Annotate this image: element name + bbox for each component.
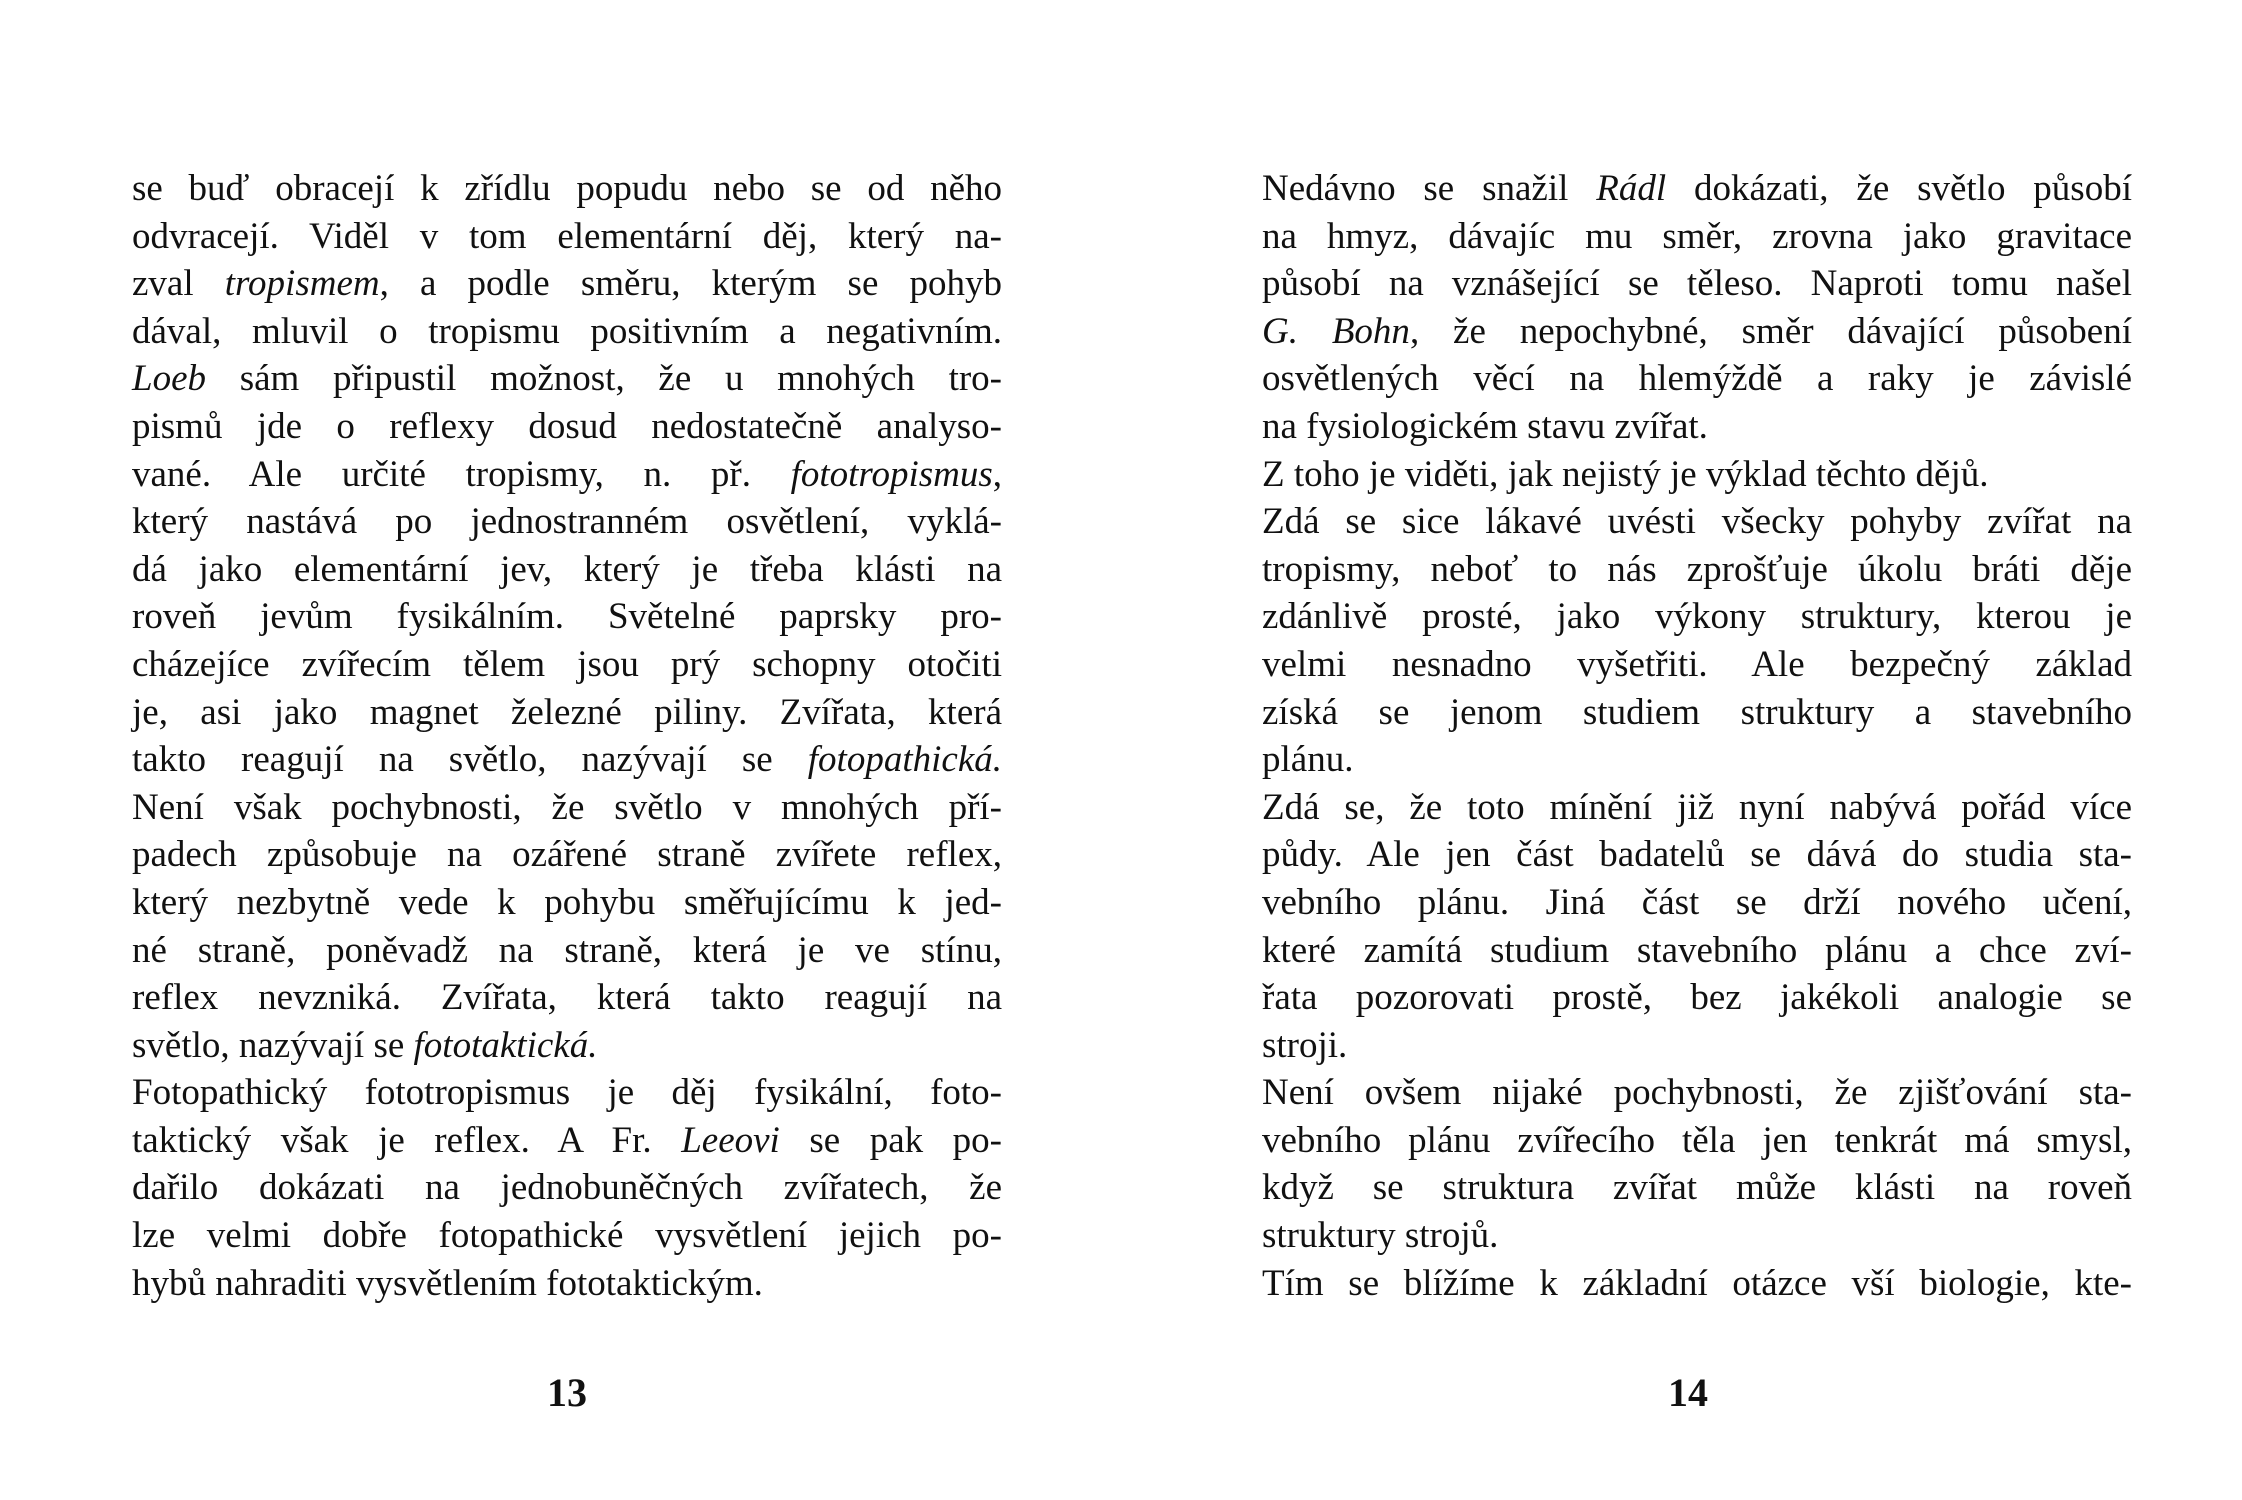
text-line: [132, 784, 1002, 832]
text-segment: Fotopathický fototropismus je děj fysikální, foto-: [132, 1072, 1002, 1114]
text-segment: Není ovšem nijaké pochybnosti, že zjišťování sta-: [1262, 1072, 2132, 1114]
text-segment: tropismy, neboť to nás zprošťuje úkolu bráti děje: [1262, 548, 2132, 590]
text-segment: roveň jevům fysikálním. Světelné paprsky pro-: [132, 596, 1002, 638]
text-line: [132, 1260, 1002, 1308]
text-segment: které zamítá studium stavebního plánu a chce zví-: [1262, 929, 2132, 971]
text-segment: na hmyz, dávajíc mu směr, zrovna jako gravitace: [1262, 215, 2132, 257]
text-segment: osvětlených věcí na hlemýždě a raky je závislé: [1262, 358, 2132, 400]
text-segment: vebního plánu. Jiná část se drží nového učení,: [1262, 881, 2132, 923]
text-line: [132, 355, 1002, 403]
text-segment: Nedávno se snažil: [1262, 168, 1597, 209]
text-line: [132, 1117, 1002, 1165]
text-segment: struktury strojů.: [1262, 1215, 1499, 1257]
text-segment: vané. Ale určité tropismy, n. př.: [132, 453, 791, 495]
text-segment: lze velmi dobře fotopathické vysvětlení jejich po-: [132, 1215, 1002, 1257]
text-segment: se pak po-: [779, 1119, 1002, 1161]
italic-text-segment: Rádl: [1596, 168, 1667, 209]
text-segment: ,: [992, 453, 1002, 495]
text-line: [1262, 451, 2132, 499]
text-line: [1262, 593, 2132, 641]
text-segment: se buď obracejí k zřídlu popudu nebo se od něho: [132, 168, 1002, 209]
italic-text-segment: fotopathická.: [807, 739, 1002, 781]
text-line: [132, 451, 1002, 499]
italic-text-segment: G. Bohn: [1262, 310, 1410, 352]
text-segment: taktický však je reflex. A Fr.: [132, 1119, 682, 1161]
text-segment: řata pozorovati prostě, bez jakékoli analogie se: [1262, 977, 2132, 1019]
text-segment: hybů nahraditi vysvětlením fototaktickým.: [132, 1262, 763, 1304]
text-segment: odvracejí. Viděl v tom elementární děj, který na-: [132, 215, 1002, 257]
text-segment: padech způsobuje na ozářené straně zvířete reflex,: [132, 834, 1002, 876]
text-line: [1262, 689, 2132, 737]
text-line: [132, 593, 1002, 641]
text-line: [132, 689, 1002, 737]
text-segment: zval: [132, 263, 225, 305]
text-segment: který nezbytně vede k pohybu směřujícímu k jed-: [132, 881, 1002, 923]
text-segment: reflex nevzniká. Zvířata, která takto reagují na: [132, 977, 1002, 1019]
italic-text-segment: fototaktická.: [413, 1024, 598, 1066]
text-line: [1262, 1069, 2132, 1117]
text-segment: je, asi jako magnet železné piliny. Zvířata, která: [132, 691, 1002, 733]
text-line: [1262, 641, 2132, 689]
text-segment: Zdá se sice lákavé uvésti všecky pohyby zvířat na: [1262, 501, 2132, 543]
italic-text-segment: Loeb: [132, 358, 206, 400]
text-segment: světlo, nazývají se: [132, 1024, 414, 1066]
text-segment: vebního plánu zvířecího těla jen tenkrát má smysl,: [1262, 1119, 2132, 1161]
text-line: [132, 403, 1002, 451]
text-line: [132, 831, 1002, 879]
text-segment: , a podle směru, kterým se pohyb: [379, 263, 1003, 305]
text-line: [1262, 308, 2132, 356]
text-segment: né straně, poněvadž na straně, která je ve stínu,: [132, 929, 1002, 971]
text-line: [132, 498, 1002, 546]
text-line: [132, 927, 1002, 975]
italic-text-segment: Leeovi: [681, 1119, 780, 1161]
text-line: [1262, 1022, 2132, 1070]
right-page-text: [1262, 165, 2132, 1307]
text-line: [132, 879, 1002, 927]
text-line: [1262, 784, 2132, 832]
text-line: [1262, 355, 2132, 403]
text-line: [132, 1069, 1002, 1117]
text-line: [132, 213, 1002, 261]
text-segment: pismů jde o reflexy dosud nedostatečně analyso-: [132, 405, 1002, 447]
text-segment: sám připustil možnost, že u mnohých tro-: [206, 358, 1002, 400]
text-segment: , že nepochybné, směr dávající působení: [1409, 310, 2132, 352]
text-line: [1262, 1164, 2132, 1212]
text-segment: získá se jenom studiem struktury a stavebního: [1262, 691, 2132, 733]
text-line: [132, 1212, 1002, 1260]
text-line: [1262, 165, 2132, 213]
text-line: [1262, 927, 2132, 975]
italic-text-segment: fototropismus: [790, 453, 993, 495]
text-line: [132, 546, 1002, 594]
text-segment: dařilo dokázati na jednobuněčných zvířatech, že: [132, 1167, 1002, 1209]
text-segment: dá jako elementární jev, který je třeba klásti na: [132, 548, 1002, 590]
text-line: [132, 641, 1002, 689]
text-line: [1262, 1117, 2132, 1165]
text-segment: dával, mluvil o tropismu positivním a negativním.: [132, 310, 1002, 352]
text-segment: stroji.: [1262, 1024, 1348, 1066]
text-line: [132, 260, 1002, 308]
text-segment: Tím se blížíme k základní otázce vší biologie, kte-: [1262, 1262, 2132, 1304]
text-line: [1262, 879, 2132, 927]
text-line: [1262, 213, 2132, 261]
text-line: [1262, 1260, 2132, 1308]
text-line: [1262, 403, 2132, 451]
text-line: [1262, 736, 2132, 784]
text-segment: na fysiologickém stavu zvířat.: [1262, 405, 1708, 447]
text-segment: když se struktura zvířat může klásti na roveň: [1262, 1167, 2132, 1209]
text-segment: půdy. Ale jen část badatelů se dává do studia sta-: [1262, 834, 2132, 876]
text-segment: cházejíce zvířecím tělem jsou prý schopny otočiti: [132, 643, 1002, 685]
text-line: [132, 308, 1002, 356]
text-segment: takto reagují na světlo, nazývají se: [132, 739, 808, 781]
text-line: [132, 974, 1002, 1022]
left-page-text: [132, 165, 1002, 1307]
text-segment: který nastává po jednostranném osvětlení, vyklá-: [132, 501, 1002, 543]
text-line: [1262, 546, 2132, 594]
text-line: [132, 1022, 1002, 1070]
text-segment: plánu.: [1262, 739, 1354, 781]
text-segment: velmi nesnadno vyšetřiti. Ale bezpečný základ: [1262, 643, 2132, 685]
text-segment: působí na vznášející se těleso. Naproti tomu našel: [1262, 263, 2132, 305]
text-line: [132, 1164, 1002, 1212]
text-line: [1262, 1212, 2132, 1260]
text-line: [1262, 974, 2132, 1022]
text-line: [1262, 260, 2132, 308]
text-line: [132, 165, 1002, 213]
text-segment: Z toho je viděti, jak nejistý je výklad těchto dějů.: [1262, 453, 1989, 495]
text-line: [132, 736, 1002, 784]
page-number-left: 13: [547, 1370, 587, 1415]
text-line: [1262, 498, 2132, 546]
italic-text-segment: tropismem: [224, 263, 380, 305]
text-segment: Není však pochybnosti, že světlo v mnohých pří-: [132, 786, 1002, 828]
page-number-right: 14: [1668, 1370, 1708, 1415]
text-line: [1262, 831, 2132, 879]
text-segment: zdánlivě prosté, jako výkony struktury, kterou je: [1262, 596, 2132, 638]
text-segment: dokázati, že světlo působí: [1666, 168, 2132, 209]
text-segment: Zdá se, že toto mínění již nyní nabývá pořád více: [1262, 786, 2132, 828]
